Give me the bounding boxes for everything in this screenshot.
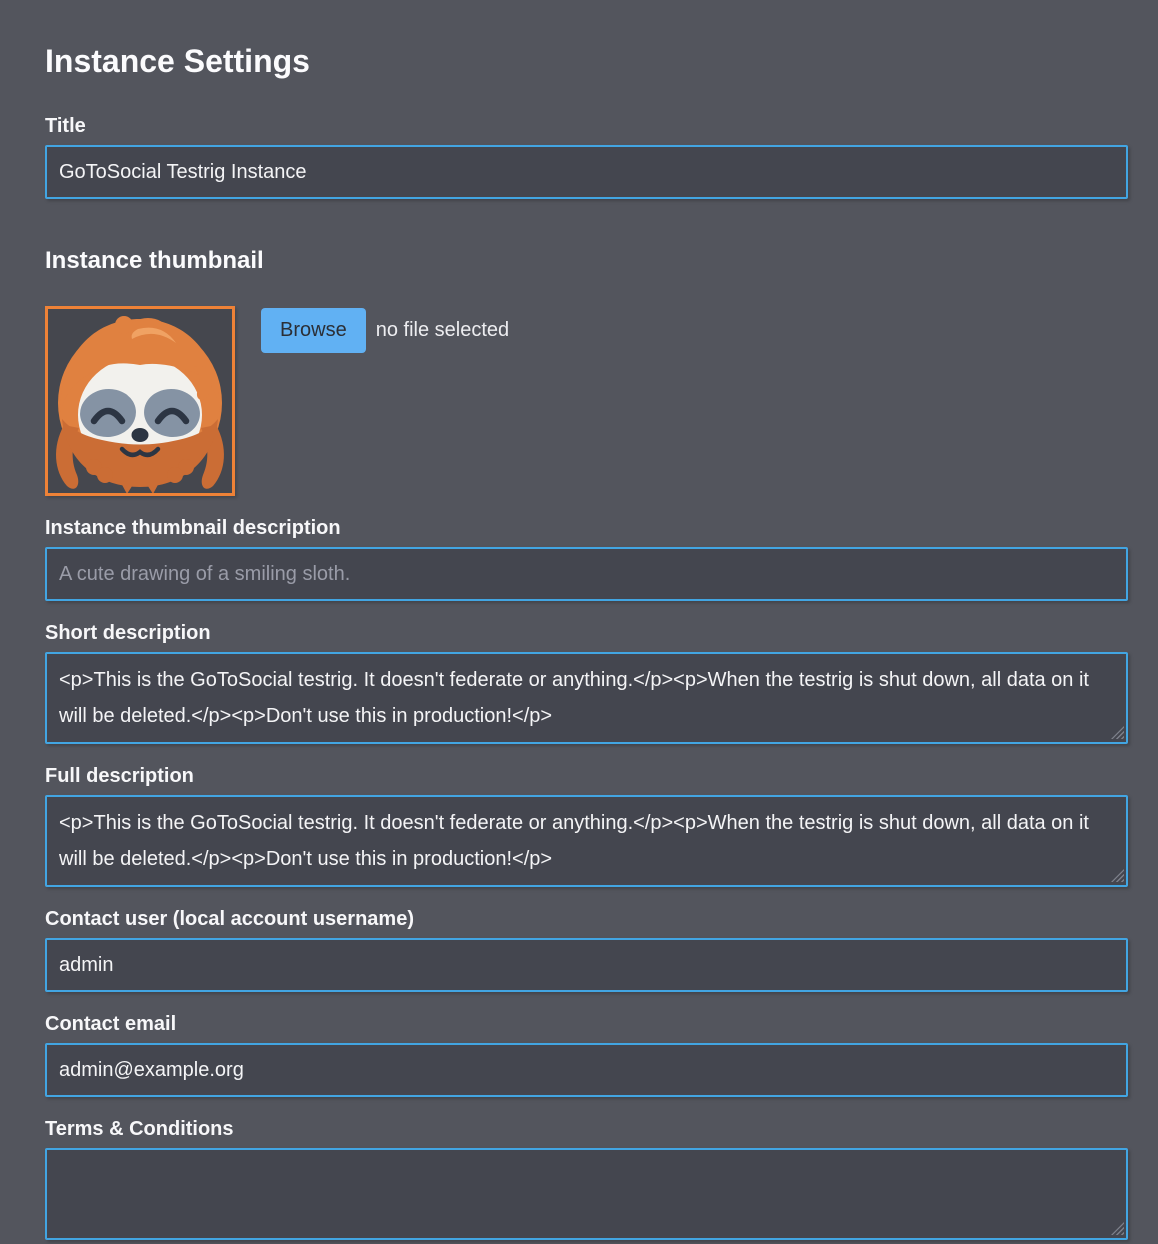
thumbnail-file-input[interactable] <box>261 308 509 353</box>
thumbnail-description-input[interactable] <box>45 547 1128 601</box>
short-description-label: Short description <box>45 622 211 644</box>
full-description-textarea[interactable] <box>45 795 1128 887</box>
full-description-label: Full description <box>45 765 194 787</box>
thumbnail-description-label: Instance thumbnail description <box>45 517 341 539</box>
thumbnail-row <box>45 306 1128 496</box>
full-description-wrap <box>45 795 1128 887</box>
contact-user-input[interactable] <box>45 938 1128 992</box>
contact-email-label: Contact email <box>45 1013 177 1035</box>
title-input[interactable] <box>45 145 1128 199</box>
browse-button[interactable]: Browse <box>261 308 366 353</box>
terms-wrap <box>45 1148 1128 1240</box>
contact-user-label: Contact user (local account username) <box>45 908 414 930</box>
file-status-text: no file selected <box>375 319 510 341</box>
contact-email-input[interactable] <box>45 1043 1128 1097</box>
title-label: Title <box>45 115 86 137</box>
short-description-textarea[interactable] <box>45 652 1128 744</box>
terms-label: Terms & Conditions <box>45 1118 234 1140</box>
instance-thumbnail-image <box>45 306 235 496</box>
terms-textarea[interactable] <box>45 1148 1128 1240</box>
short-description-wrap <box>45 652 1128 744</box>
instance-thumbnail-heading: Instance thumbnail <box>45 247 264 274</box>
sloth-mascot-icon <box>48 309 232 493</box>
page-title: Instance Settings <box>45 43 310 79</box>
